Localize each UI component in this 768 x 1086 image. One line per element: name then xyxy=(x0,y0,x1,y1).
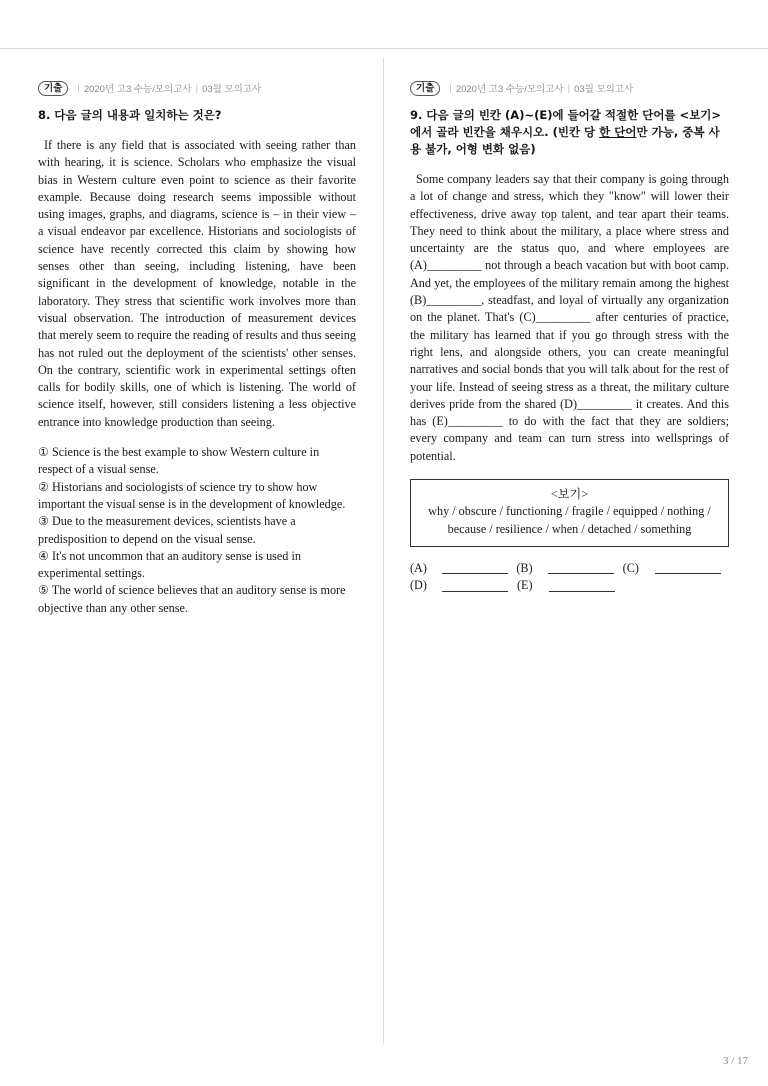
column-divider xyxy=(383,58,384,1044)
answer-blank-c[interactable]: (C) xyxy=(623,560,729,577)
answer-blank-d[interactable]: (D) xyxy=(410,577,517,594)
source-badge: 기출 xyxy=(38,81,68,96)
choice-3[interactable]: ③ Due to the measurement devices, scientists have a predisposition to depend on the visual sense. xyxy=(38,514,296,546)
exam-month: 03월 모의고사 xyxy=(574,84,634,95)
source-badge: 기출 xyxy=(410,81,440,96)
question-title: 9. 다음 글의 빈칸 (A)~(E)에 들어갈 적절한 단어를 <보기>에서 골라 빈칸을 채우시오. (빈칸 당 한 단어만 가능, 중복 사용 불가, 어형 변화 없음) xyxy=(410,108,722,156)
word-bank-words: why / obscure / functioning / fragile / equipped / nothing / because / resilience / when / detached / something xyxy=(428,504,711,536)
question-title: 8. 다음 글의 내용과 일치하는 것은? xyxy=(38,108,222,122)
question-8 xyxy=(38,80,356,617)
answer-choices xyxy=(38,444,356,617)
exam-year: 2020년 고3 수능/모의고사 xyxy=(455,84,564,95)
question-9 xyxy=(410,80,729,595)
word-bank-title: <보기> xyxy=(550,487,589,502)
page-number: 3 / 17 xyxy=(722,1055,748,1067)
choice-2[interactable]: ② Historians and sociologists of science try to show how important the visual sense is in the development of knowledge. xyxy=(38,479,346,511)
answer-blank-a[interactable]: (A) xyxy=(410,560,516,577)
answer-blank-e[interactable]: (E) xyxy=(517,577,624,594)
question-meta: 기출 | 2020년 고3 수능/모의고사 | 03월 모의고사 xyxy=(410,80,729,96)
header-divider xyxy=(0,48,768,49)
word-bank-box xyxy=(410,479,729,547)
reading-passage: If there is any field that is associated with seeing rather than with hearing, it is science. Scholars who emphasize the visual bias in Western culture even point to science as their favorite example. Because doing research seems impossible without using images, graphs, and diagrams, science is – in their view – a visual endeavor par excellence. Historians and sociologists of science have recently corrected this claim by showing how senses other than seeing, including listening, have been significant in the development of knowledge, notable in the laboratory. They stress that scientific work involves more than visual observation. The introduction of measurement devices that merely seem to require the reading of results and thus seeing has not ruled out the deployment of the scientists' other senses. On the contrary, scientific work in experimental settings often calls for bodily skills, one of which is listening. The world of science itself, however, still considers listening a less objective entrance into knowledge production than seeing. xyxy=(38,138,356,429)
underlined-instruction: 한 단어 xyxy=(599,125,637,139)
reading-passage: Some company leaders say that their company is going through a lot of change and stress, which they "know" will lower their effectiveness, drive away top talent, and tear apart their teams. They need to think about the military, a place where stress and uncertainty are the status quo, and where employees are (A)_________ not through a beach vacation but with boot camp. And yet, the employees of the military remain among the highest (B)_________, steadfast, and loyal of virtually any organization on the planet. That's (C)_________ after centuries of practice, the military has learned that if you go through stress with the right lens, and alongside others, you can create meaningful narratives and social bonds that you will talk about for the rest of your life. Instead of seeing stress as a threat, the military culture derives pride from the shared (D)_________ it creates. And this has (E)_________ to do with the fact that they are soldiers; every company and team can turn stress into wellsprings of potential. xyxy=(410,172,729,463)
question-meta: 기출 | 2020년 고3 수능/모의고사 | 03월 모의고사 xyxy=(38,80,356,96)
exam-year: 2020년 고3 수능/모의고사 xyxy=(83,84,192,95)
choice-1[interactable]: ① Science is the best example to show Western culture in respect of a visual sense. xyxy=(38,445,320,477)
choice-4[interactable]: ④ It's not uncommon that an auditory sense is used in experimental settings. xyxy=(38,548,301,581)
exam-month: 03월 모의고사 xyxy=(202,84,262,95)
choice-5[interactable]: ⑤ The world of science believes that an auditory sense is more objective than any other sense. xyxy=(38,583,346,615)
answer-blanks xyxy=(410,560,729,595)
answer-blank-b[interactable]: (B) xyxy=(516,560,622,577)
